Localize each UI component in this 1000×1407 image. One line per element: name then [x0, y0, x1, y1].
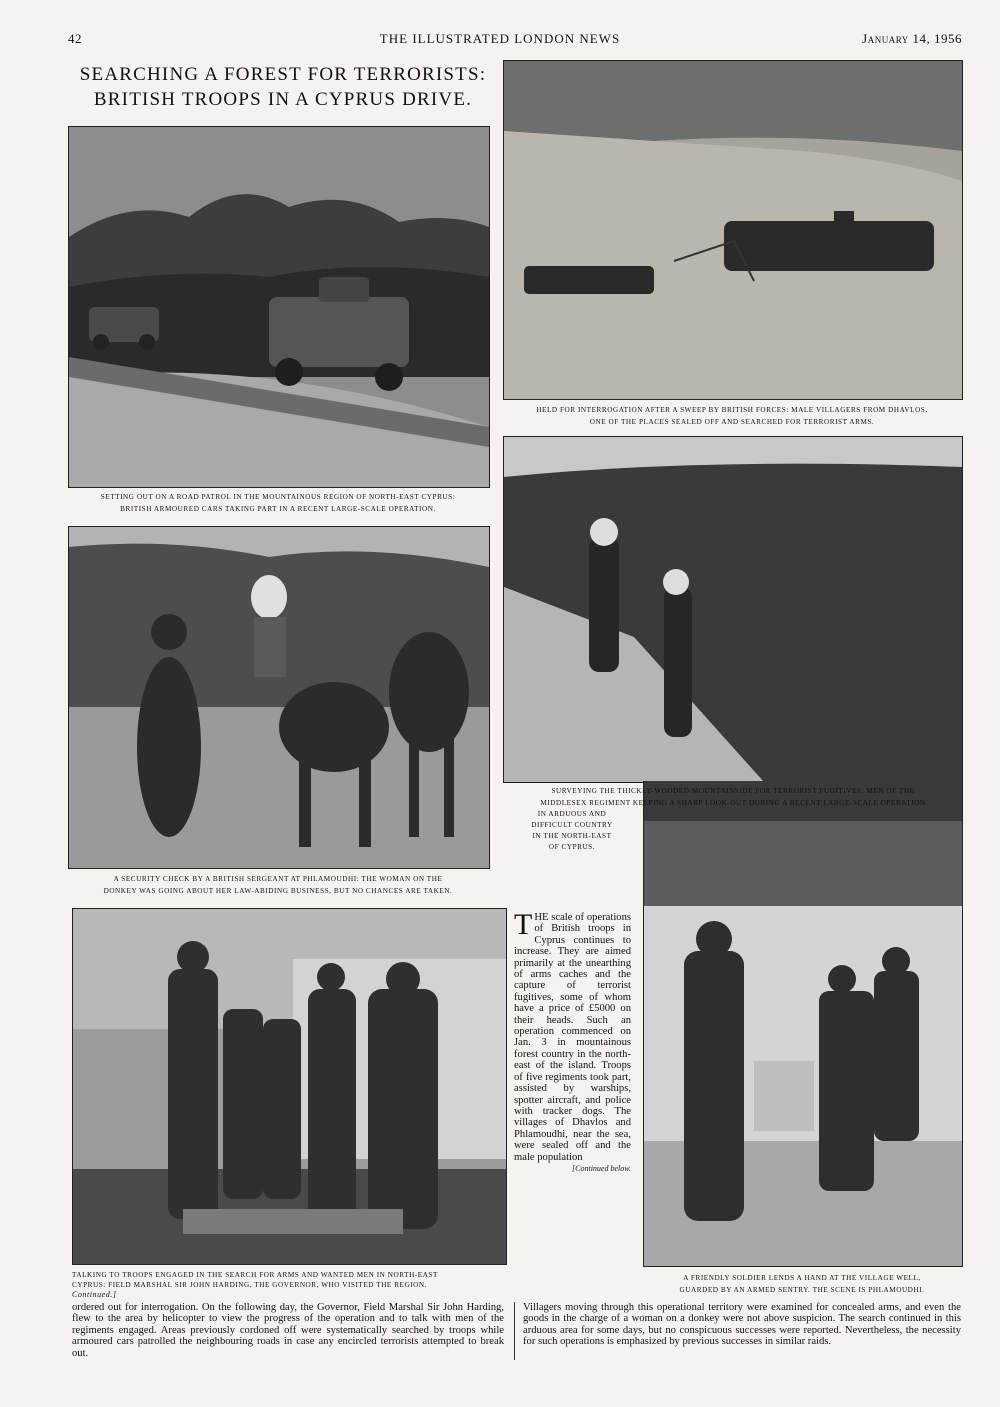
mountainside-picture	[504, 437, 962, 782]
caption-mountainside: SURVEYING THE THICKLY-WOODED MOUNTAINSIDE FOR TERRORIST FUGITIVES: MEN OF THE MIDDLESEX REGIMENT KEEPING A SHARP LOOK-OUT DURING A RECENT LARGE-SCALE OPERATION	[540, 787, 926, 807]
title-line-1: SEARCHING A FOREST FOR TERRORISTS:	[79, 64, 487, 85]
article-column	[514, 908, 631, 1174]
column-divider	[514, 1302, 515, 1360]
armoured-cars-picture	[69, 127, 489, 487]
dropcap: T	[514, 908, 533, 941]
caption-villagers: HELD FOR INTERROGATION AFTER A SWEEP BY BRITISH FORCES: MALE VILLAGERS FROM DHAVLOS, ONE OF THE PLACES SEALED OFF AND SEARCHED FOR TERRORIST ARMS.	[536, 406, 928, 426]
page-number: 42	[68, 31, 82, 46]
caption-mountainside-cont: IN ARDUOUS AND DIFFICULT COUNTRY IN THE NORTH-EAST OF CYPRUS.	[531, 810, 613, 851]
photo-well	[643, 821, 963, 1267]
photo-security-check	[68, 526, 490, 869]
issue-date: January 14, 1956	[862, 31, 962, 46]
well-picture	[644, 821, 962, 1266]
caption-well: A FRIENDLY SOLDIER LENDS A HAND AT THE VILLAGE WELL, GUARDED BY AN ARMED SENTRY. THE SCENE IS PHLAMOUDHI.	[679, 1274, 925, 1294]
photo-mountainside	[503, 436, 963, 783]
photo-villagers	[503, 60, 963, 400]
continued-below: [Continued below.	[572, 1163, 631, 1173]
title-line-2: BRITISH TROOPS IN A CYPRUS DRIVE.	[93, 89, 473, 110]
article-column-text: HE scale of operations of British troops in Cyprus continues to increase. They are aimed primarily at the unearthing of arms caches and the capture of terrorist fugitives, some of whom have a price of £5000 on their heads. Such an operation commenced on Jan. 3 in mountainous forest country in the north-east of the island. Troops of five regiments took part, assisted by warships, spotter aircraft, and police with tracker dogs. The villages of Dhavlos and Phlamoudhi, near the sea, were sealed off and the male population	[514, 912, 631, 1163]
article-bottom-right: Villagers moving through this operational territory were examined for concealed arms, and even the goods in the charge of a woman on a donkey were not above suspicion. The search continued in this arduous area for some days, but no conspicuous successes were reported. Nevertheless, the necessity for such operations is emphasized by previous successes in similar raids.	[523, 1302, 961, 1348]
publication-name: THE ILLUSTRATED LONDON NEWS	[379, 31, 621, 46]
security-check-picture	[69, 527, 489, 868]
photo-governor	[72, 908, 507, 1265]
governor-picture	[73, 909, 506, 1264]
photo-armoured-cars	[68, 126, 490, 488]
article-bottom-left: ordered out for interrogation. On the following day, the Governor, Field Marshal Sir John Harding, flew to the area by helicopter to view the progress of the operation and to talk with men of the regiments engaged. Areas previously cordoned off were systematically searched by troops while armoured cars patrolled the neighbouring roads in case any encircled terrorists attempted to break out.	[72, 1302, 504, 1359]
page-title	[68, 62, 498, 112]
caption-governor: TALKING TO TROOPS ENGAGED IN THE SEARCH FOR ARMS AND WANTED MEN IN NORTH-EAST CYPRUS: FIELD MARSHAL SIR JOHN HARDING, THE GOVERNOR, WHO VISITED THE REGION. Continued.]	[72, 1271, 438, 1299]
caption-road-patrol: SETTING OUT ON A ROAD PATROL IN THE MOUNTAINOUS REGION OF NORTH-EAST CYPRUS: BRITISH ARMOURED CARS TAKING PART IN A RECENT LARGE-SCALE OPERATION.	[100, 493, 456, 513]
caption-security-check: A SECURITY CHECK BY A BRITISH SERGEANT AT PHLAMOUDHI: THE WOMAN ON THE DONKEY WAS GOING ABOUT HER LAW-ABIDING BUSINESS, BUT NO CHANCES ARE TAKEN.	[103, 875, 453, 895]
villagers-picture	[504, 61, 962, 399]
